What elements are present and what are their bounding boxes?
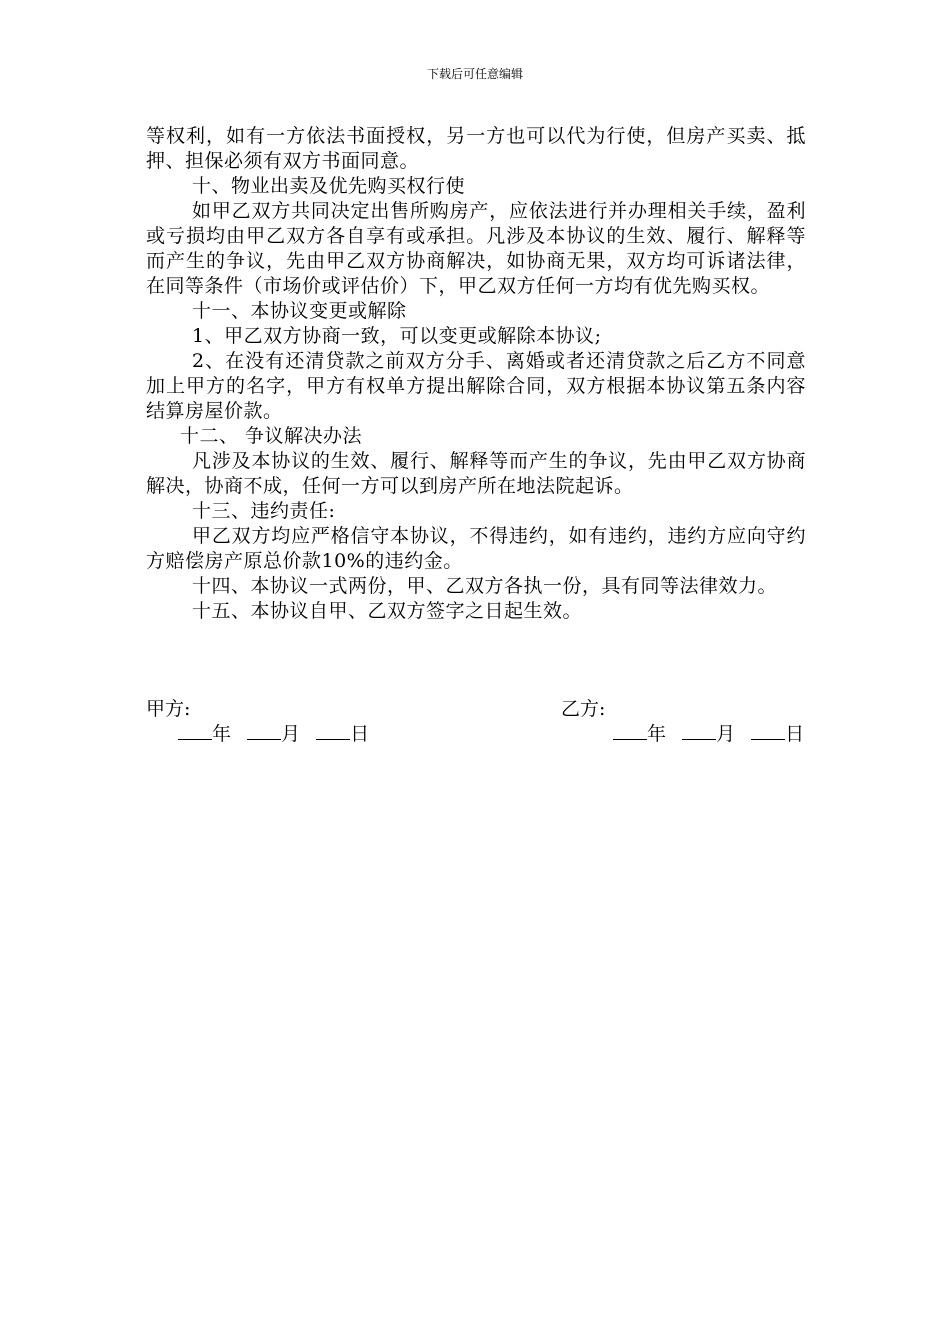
year-blank xyxy=(178,722,212,740)
contract-body xyxy=(146,124,806,624)
section-10-heading: 十、物业出卖及优先购买权行使 xyxy=(192,175,466,197)
section-15: 十五、本协议自甲、乙双方签字之日起生效。 xyxy=(192,600,583,622)
party-b-label: 乙方: xyxy=(561,698,606,720)
day-blank xyxy=(751,722,785,740)
party-a-label: 甲方: xyxy=(146,698,191,720)
month-label: 月 xyxy=(281,723,301,745)
section-10-body: 如甲乙双方共同决定出售所购房产，应依法进行并办理相关手续，盈利或亏损均由甲乙双方各自享有或承担。凡涉及本协议的生效、履行、解释等而产生的争议，先由甲乙双方协商解决，如协商无果，双方均可诉诸法律，在同等条件（市场价或评估价）下，甲乙双方任何一方均有优先购买权。 xyxy=(146,200,806,297)
section-14: 十四、本协议一式两份，甲、乙双方各执一份，具有同等法律效力。 xyxy=(192,575,778,597)
day-label: 日 xyxy=(350,723,370,745)
year-label: 年 xyxy=(212,723,232,745)
section-12-body: 凡涉及本协议的生效、履行、解释等而产生的争议，先由甲乙双方协商解决，协商不成，任何一方可以到房产所在地法院起诉。 xyxy=(146,450,806,497)
page-header: 下载后可任意编辑 xyxy=(426,67,523,81)
section-13-body: 甲乙双方均应严格信守本协议，不得违约，如有违约，违约方应向守约方赔偿房产原总价款10%的违约金。 xyxy=(146,525,806,572)
paragraph-rights-continued: 等权利，如有一方依法书面授权，另一方也可以代为行使，但房产买卖、抵押、担保必须有双方书面同意。 xyxy=(146,125,806,172)
section-11-item-2: 2、在没有还清贷款之前双方分手、离婚或者还清贷款之后乙方不同意加上甲方的名字，甲方有权单方提出解除合同，双方根据本协议第五条内容结算房屋价款。 xyxy=(146,350,806,422)
day-blank xyxy=(316,722,350,740)
party-a-date xyxy=(178,722,369,747)
party-b-date xyxy=(613,722,804,747)
section-13-heading: 十三、违约责任: xyxy=(192,500,336,522)
day-label: 日 xyxy=(785,723,805,745)
year-blank xyxy=(613,722,647,740)
section-11-item-1: 1、甲乙双方协商一致，可以变更或解除本协议; xyxy=(192,325,602,347)
year-label: 年 xyxy=(647,723,667,745)
section-12-heading: 十二、 争议解决办法 xyxy=(180,425,363,447)
month-label: 月 xyxy=(716,723,736,745)
month-blank xyxy=(247,722,281,740)
month-blank xyxy=(682,722,716,740)
section-11-heading: 十一、本协议变更或解除 xyxy=(192,300,407,322)
